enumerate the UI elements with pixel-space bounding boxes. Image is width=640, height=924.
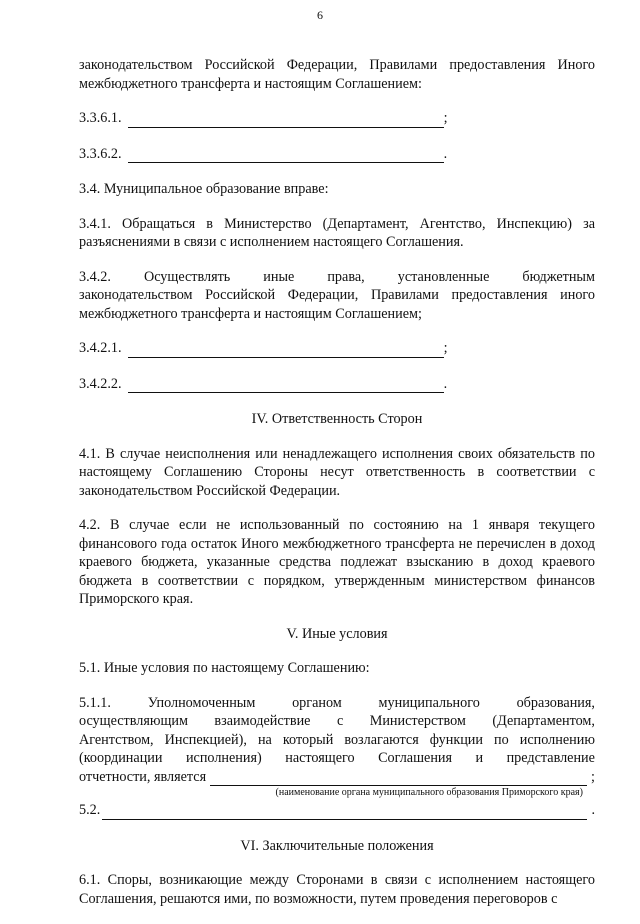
word: 5.1.1. <box>79 694 111 711</box>
paragraph-3-4-2-rest: законодательством Российской Федерации, Правилами предоставления иного межбюджетного трансферта и настоящим Соглашением; <box>79 287 595 322</box>
word: Инспекцией), <box>164 731 247 748</box>
word: Соглашения <box>378 750 453 766</box>
paragraph-5-1: 5.1. Иные условия по настоящему Соглашению: <box>79 660 370 676</box>
word: (координации <box>79 750 163 766</box>
word: представление <box>506 750 595 766</box>
word: Министерством <box>369 713 466 729</box>
paragraph-6-1: 6.1. Споры, возникающие между Сторонами в связи с исполнением настоящего Соглашения, решаются ими, по возможности, путем проведения переговоров с <box>79 872 595 907</box>
word: на <box>257 731 272 748</box>
item-end: . <box>443 375 448 392</box>
paragraph-3-4: 3.4. Муниципальное образование вправе: <box>79 181 329 197</box>
word: взаимодействие <box>214 713 311 729</box>
item-end: . <box>591 802 595 818</box>
paragraph-5-1-1-last-line <box>79 768 595 787</box>
item-number: 3.3.6.2. <box>79 145 122 162</box>
word: муниципального <box>378 694 480 711</box>
page-number: 6 <box>317 8 323 22</box>
word: Агентством, <box>79 731 154 748</box>
paragraph-3-4-1: 3.4.1. Обращаться в Министерство (Департамент, Агентство, Инспекцию) за разъяснениями в связи с исполнением настоящего Соглашения. <box>79 215 595 250</box>
field-hint: (наименование органа муниципального образования Приморского края) <box>275 787 583 798</box>
word: (Департаментом, <box>492 713 595 729</box>
paragraph-5-1-1-line-3 <box>79 731 595 750</box>
word: исполнения) <box>185 750 262 766</box>
word: иные <box>263 268 295 285</box>
word: бюджетным <box>522 268 595 285</box>
word: установленные <box>397 268 490 285</box>
blank-line <box>128 113 444 128</box>
item-end: ; <box>443 340 448 356</box>
word: и <box>475 750 484 766</box>
item-number: 5.2. <box>79 802 101 818</box>
word: настоящего <box>285 750 355 766</box>
item-number: 3.4.2.1. <box>79 340 122 356</box>
word: 3.4.2. <box>79 268 111 285</box>
paragraph-3-4-2 <box>79 268 595 324</box>
paragraph-5-1-1-line-4 <box>79 749 595 768</box>
item-end: . <box>443 145 448 162</box>
word: который <box>282 731 334 748</box>
paragraph-5-1-1-line-1 <box>79 694 595 713</box>
word: возлагаются <box>344 731 419 748</box>
word: осуществляющим <box>79 713 188 729</box>
word: Осуществлять <box>143 268 231 285</box>
paragraph-3-4-2-first-line <box>79 268 595 287</box>
paragraph-4-2: 4.2. В случае если не использованный по состоянию на 1 января текущего финансового года остаток Иного межбюджетного трансферта не перечислен в доход краевого бюджета, указанные средства подлежат взысканию в доход краевого бюджета в соответствии с порядком, утвержденным министерством финансов Приморского края. <box>79 517 595 607</box>
blank-line <box>128 378 444 393</box>
word: исполнению <box>519 731 595 748</box>
blank-line <box>210 771 587 786</box>
word: права, <box>327 268 365 285</box>
word: органом <box>292 694 342 711</box>
section-heading-6: VI. Заключительные положения <box>240 837 434 854</box>
item-3-4-2-2 <box>79 375 595 394</box>
fill-end: ; <box>591 768 595 785</box>
blank-line <box>128 343 444 358</box>
paragraph-5-1-1 <box>79 694 595 800</box>
fill-prefix: отчетности, является <box>79 768 207 785</box>
item-3-3-6-1 <box>79 109 595 128</box>
word: по <box>494 731 509 748</box>
item-3-3-6-2 <box>79 145 595 164</box>
blank-line <box>128 148 444 163</box>
blank-line <box>102 805 587 820</box>
item-5-2 <box>79 801 595 820</box>
word: функции <box>429 731 483 748</box>
paragraph-4-1: 4.1. В случае неисполнения или ненадлежащего исполнения своих обязательств по настоящему Соглашению Стороны несут ответственность в соответствии с законодательством Российской Федерации. <box>79 445 595 499</box>
paragraph-3-3-continuation: законодательством Российской Федерации, Правилами предоставления Иного межбюджетного трансферта и настоящим Соглашением: <box>79 57 595 92</box>
word: с <box>336 713 344 729</box>
item-number: 3.3.6.1. <box>79 110 122 126</box>
word: Уполномоченным <box>147 694 256 711</box>
paragraph-5-1-1-line-2 <box>79 712 595 731</box>
item-number: 3.4.2.2. <box>79 375 122 392</box>
section-heading-4: IV. Ответственность Сторон <box>251 411 423 427</box>
word: образования, <box>516 694 595 711</box>
item-3-4-2-1 <box>79 339 595 358</box>
item-end: ; <box>443 110 448 126</box>
section-heading-5: V. Иные условия <box>286 625 388 642</box>
document-body <box>79 56 595 924</box>
